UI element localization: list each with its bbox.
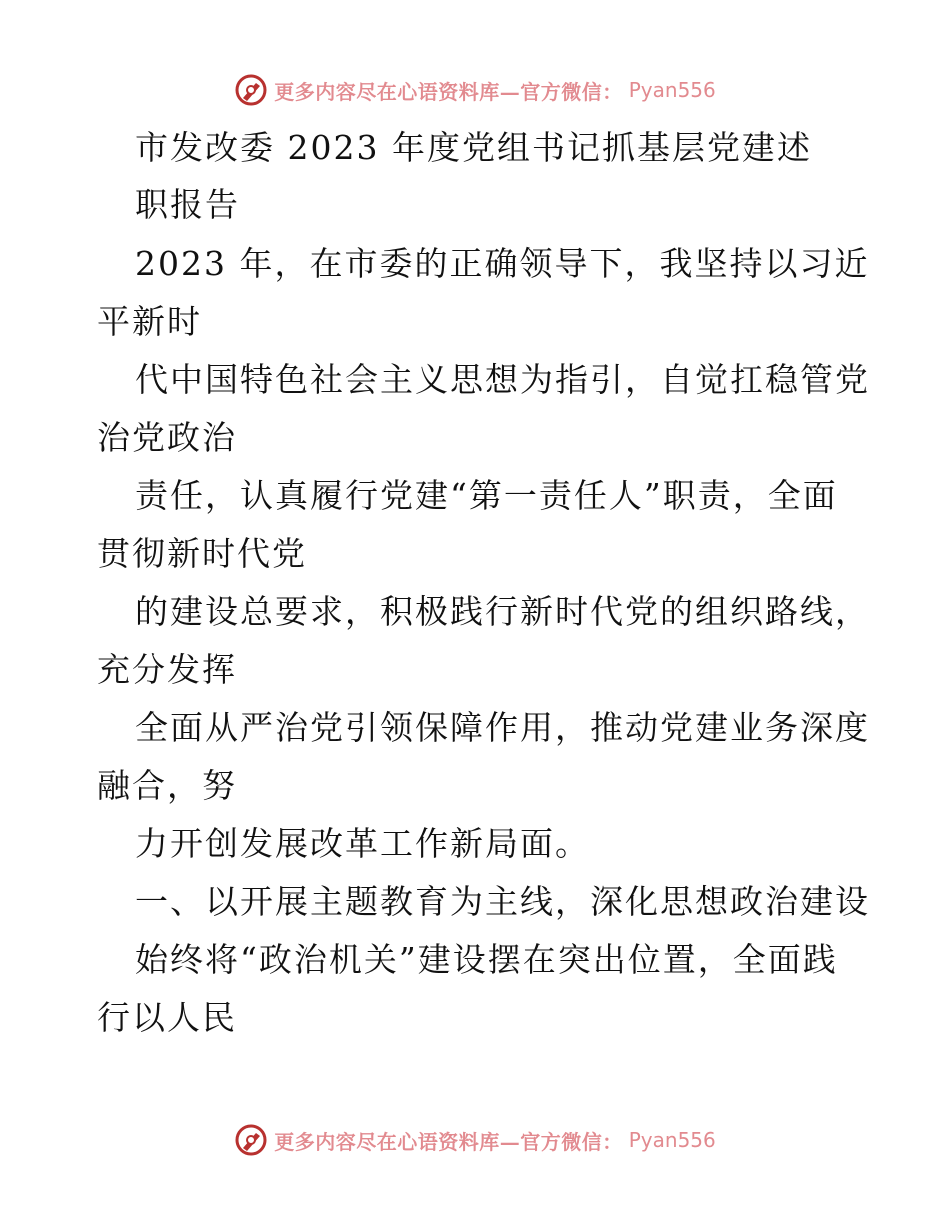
pen-logo-icon xyxy=(234,73,268,107)
document-title-line-1: 市发改委 2023 年度党组书记抓基层党建述 xyxy=(135,128,812,167)
paragraph-line: 治党政治 xyxy=(97,418,237,457)
paragraph-line: 始终将“政治机关”建设摆在突出位置，全面践 xyxy=(135,940,838,979)
paragraph-line: 代中国特色社会主义思想为指引，自觉扛稳管党 xyxy=(135,360,870,399)
paragraph-line: 充分发挥 xyxy=(97,650,237,689)
document-title-line-2: 职报告 xyxy=(135,185,240,224)
paragraph-line: 融合，努 xyxy=(97,766,237,805)
header-watermark xyxy=(0,70,950,110)
watermark-wechat-id: Pyan556 xyxy=(628,78,716,102)
watermark-text: 更多内容尽在心语资料库—官方微信： xyxy=(274,79,623,104)
paragraph-line: 贯彻新时代党 xyxy=(97,534,307,573)
footer-watermark xyxy=(0,1120,950,1160)
paragraph-line: 的建设总要求，积极践行新时代党的组织路线， xyxy=(135,592,870,631)
paragraph-line: 力开创发展改革工作新局面。 xyxy=(135,824,590,863)
pen-logo-icon xyxy=(234,1123,268,1157)
section-heading: 一、以开展主题教育为主线，深化思想政治建设 xyxy=(135,882,870,921)
paragraph-line: 2023 年，在市委的正确领导下，我坚持以习近 xyxy=(135,244,870,283)
paragraph-line: 行以人民 xyxy=(97,998,237,1037)
watermark-text: 更多内容尽在心语资料库—官方微信： xyxy=(274,1129,623,1154)
watermark-wechat-id: Pyan556 xyxy=(628,1128,716,1152)
paragraph-line: 全面从严治党引领保障作用，推动党建业务深度 xyxy=(135,708,870,747)
paragraph-line: 责任，认真履行党建“第一责任人”职责，全面 xyxy=(135,476,838,515)
paragraph-line: 平新时 xyxy=(97,302,202,341)
